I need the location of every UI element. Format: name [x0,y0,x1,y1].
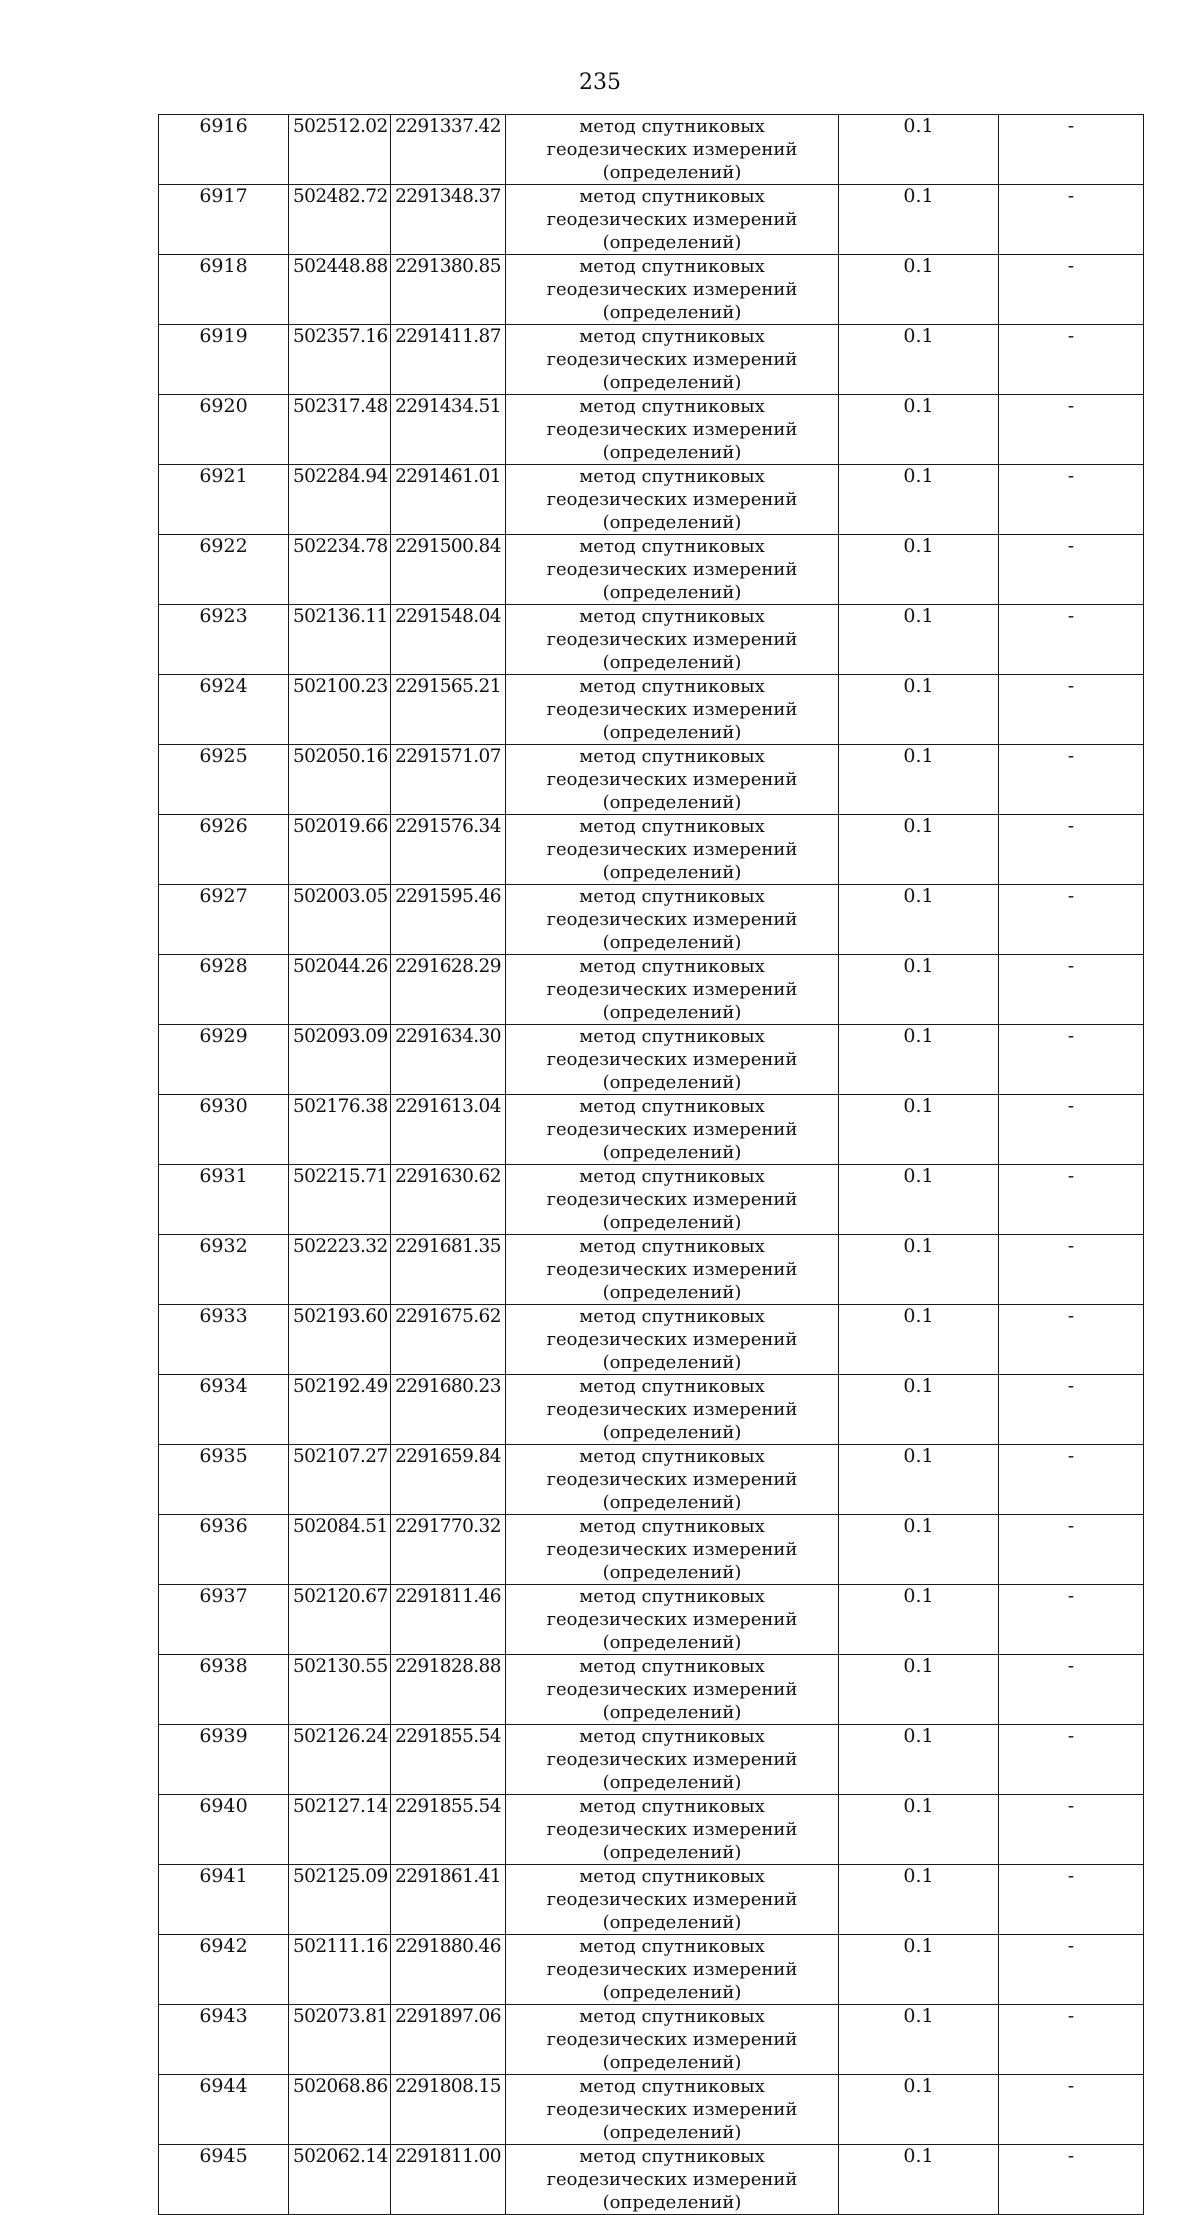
table-row [159,955,1144,1025]
table-row [159,745,1144,815]
table-row [159,1095,1144,1165]
coordinate-y-cell: 2291434.51 [391,395,506,465]
coordinate-x-cell: 502176.38 [289,1095,391,1165]
point-number-cell: 6921 [159,465,289,535]
coordinate-x-cell: 502093.09 [289,1025,391,1095]
description-cell: - [999,605,1144,675]
description-cell: - [999,185,1144,255]
accuracy-cell: 0.1 [839,815,999,885]
accuracy-cell: 0.1 [839,1305,999,1375]
coordinate-x-cell: 502073.81 [289,2005,391,2075]
coordinate-x-cell: 502284.94 [289,465,391,535]
description-cell: - [999,745,1144,815]
accuracy-cell: 0.1 [839,1725,999,1795]
point-number-cell: 6917 [159,185,289,255]
accuracy-cell: 0.1 [839,1865,999,1935]
table-row [159,1865,1144,1935]
accuracy-cell: 0.1 [839,325,999,395]
accuracy-cell: 0.1 [839,1795,999,1865]
point-number-cell: 6919 [159,325,289,395]
point-number-cell: 6936 [159,1515,289,1585]
table-row [159,1725,1144,1795]
method-cell: метод спутниковых геодезических измерений (определений) [506,185,839,255]
coordinate-x-cell: 502003.05 [289,885,391,955]
description-cell: - [999,1935,1144,2005]
method-cell: метод спутниковых геодезических измерений (определений) [506,1935,839,2005]
point-number-cell: 6928 [159,955,289,1025]
coordinate-y-cell: 2291348.37 [391,185,506,255]
description-cell: - [999,1305,1144,1375]
accuracy-cell: 0.1 [839,1445,999,1515]
coordinate-y-cell: 2291770.32 [391,1515,506,1585]
method-cell: метод спутниковых геодезических измерений (определений) [506,2075,839,2145]
table-row [159,1935,1144,2005]
coordinate-x-cell: 502126.24 [289,1725,391,1795]
table-row [159,185,1144,255]
coordinate-x-cell: 502127.14 [289,1795,391,1865]
accuracy-cell: 0.1 [839,1375,999,1445]
coordinate-x-cell: 502357.16 [289,325,391,395]
coordinate-y-cell: 2291634.30 [391,1025,506,1095]
table-row [159,2145,1144,2215]
description-cell: - [999,535,1144,605]
point-number-cell: 6918 [159,255,289,325]
accuracy-cell: 0.1 [839,2005,999,2075]
description-cell: - [999,1795,1144,1865]
point-number-cell: 6939 [159,1725,289,1795]
point-number-cell: 6938 [159,1655,289,1725]
table-row [159,675,1144,745]
table-row [159,1445,1144,1515]
point-number-cell: 6931 [159,1165,289,1235]
coordinate-y-cell: 2291565.21 [391,675,506,745]
coordinate-y-cell: 2291828.88 [391,1655,506,1725]
method-cell: метод спутниковых геодезических измерений (определений) [506,1795,839,1865]
table-row [159,2075,1144,2145]
coordinate-x-cell: 502125.09 [289,1865,391,1935]
coordinate-y-cell: 2291675.62 [391,1305,506,1375]
table-row [159,1795,1144,1865]
table-row [159,885,1144,955]
coordinate-y-cell: 2291337.42 [391,115,506,185]
method-cell: метод спутниковых геодезических измерений (определений) [506,1305,839,1375]
coordinate-y-cell: 2291571.07 [391,745,506,815]
coordinate-y-cell: 2291500.84 [391,535,506,605]
coordinate-x-cell: 502136.11 [289,605,391,675]
accuracy-cell: 0.1 [839,255,999,325]
coordinate-y-cell: 2291548.04 [391,605,506,675]
accuracy-cell: 0.1 [839,1515,999,1585]
coordinate-y-cell: 2291659.84 [391,1445,506,1515]
method-cell: метод спутниковых геодезических измерений (определений) [506,815,839,885]
description-cell: - [999,1865,1144,1935]
coordinate-y-cell: 2291628.29 [391,955,506,1025]
accuracy-cell: 0.1 [839,395,999,465]
coordinate-x-cell: 502130.55 [289,1655,391,1725]
coordinate-x-cell: 502234.78 [289,535,391,605]
point-number-cell: 6924 [159,675,289,745]
table-row [159,1235,1144,1305]
method-cell: метод спутниковых геодезических измерений (определений) [506,465,839,535]
coordinate-x-cell: 502192.49 [289,1375,391,1445]
method-cell: метод спутниковых геодезических измерений (определений) [506,395,839,465]
coordinate-x-cell: 502019.66 [289,815,391,885]
table-row [159,395,1144,465]
point-number-cell: 6937 [159,1585,289,1655]
method-cell: метод спутниковых геодезических измерений (определений) [506,255,839,325]
coordinate-y-cell: 2291680.23 [391,1375,506,1445]
accuracy-cell: 0.1 [839,185,999,255]
description-cell: - [999,1095,1144,1165]
method-cell: метод спутниковых геодезических измерений (определений) [506,1375,839,1445]
method-cell: метод спутниковых геодезических измерений (определений) [506,115,839,185]
method-cell: метод спутниковых геодезических измерений (определений) [506,2005,839,2075]
table-row [159,1165,1144,1235]
description-cell: - [999,1025,1144,1095]
point-number-cell: 6942 [159,1935,289,2005]
coordinate-x-cell: 502448.88 [289,255,391,325]
accuracy-cell: 0.1 [839,2075,999,2145]
method-cell: метод спутниковых геодезических измерений (определений) [506,1725,839,1795]
method-cell: метод спутниковых геодезических измерений (определений) [506,1655,839,1725]
coordinate-x-cell: 502100.23 [289,675,391,745]
accuracy-cell: 0.1 [839,1655,999,1725]
coordinate-y-cell: 2291576.34 [391,815,506,885]
accuracy-cell: 0.1 [839,955,999,1025]
table-row [159,1515,1144,1585]
coordinate-y-cell: 2291880.46 [391,1935,506,2005]
coordinates-table [158,114,1144,2215]
table-row [159,815,1144,885]
coordinate-x-cell: 502215.71 [289,1165,391,1235]
coordinate-x-cell: 502111.16 [289,1935,391,2005]
description-cell: - [999,1725,1144,1795]
description-cell: - [999,2005,1144,2075]
description-cell: - [999,1165,1144,1235]
accuracy-cell: 0.1 [839,1165,999,1235]
coordinate-y-cell: 2291681.35 [391,1235,506,1305]
page-number: 235 [579,70,621,95]
point-number-cell: 6932 [159,1235,289,1305]
accuracy-cell: 0.1 [839,115,999,185]
accuracy-cell: 0.1 [839,1585,999,1655]
method-cell: метод спутниковых геодезических измерений (определений) [506,325,839,395]
method-cell: метод спутниковых геодезических измерений (определений) [506,605,839,675]
point-number-cell: 6925 [159,745,289,815]
point-number-cell: 6944 [159,2075,289,2145]
table-row [159,1375,1144,1445]
table-row [159,535,1144,605]
table-row [159,1305,1144,1375]
coordinate-x-cell: 502068.86 [289,2075,391,2145]
description-cell: - [999,955,1144,1025]
description-cell: - [999,1585,1144,1655]
coordinate-x-cell: 502193.60 [289,1305,391,1375]
coordinate-y-cell: 2291630.62 [391,1165,506,1235]
accuracy-cell: 0.1 [839,885,999,955]
method-cell: метод спутниковых геодезических измерений (определений) [506,1235,839,1305]
accuracy-cell: 0.1 [839,745,999,815]
point-number-cell: 6945 [159,2145,289,2215]
description-cell: - [999,255,1144,325]
description-cell: - [999,115,1144,185]
point-number-cell: 6929 [159,1025,289,1095]
point-number-cell: 6920 [159,395,289,465]
table-row [159,1655,1144,1725]
coordinate-y-cell: 2291613.04 [391,1095,506,1165]
point-number-cell: 6935 [159,1445,289,1515]
description-cell: - [999,395,1144,465]
method-cell: метод спутниковых геодезических измерений (определений) [506,1165,839,1235]
description-cell: - [999,815,1144,885]
coordinate-y-cell: 2291855.54 [391,1795,506,1865]
coordinate-x-cell: 502084.51 [289,1515,391,1585]
table-body [159,115,1144,2215]
coordinate-y-cell: 2291897.06 [391,2005,506,2075]
method-cell: метод спутниковых геодезических измерений (определений) [506,1025,839,1095]
method-cell: метод спутниковых геодезических измерений (определений) [506,2145,839,2215]
coordinate-x-cell: 502107.27 [289,1445,391,1515]
table-row [159,605,1144,675]
accuracy-cell: 0.1 [839,535,999,605]
point-number-cell: 6934 [159,1375,289,1445]
method-cell: метод спутниковых геодезических измерений (определений) [506,675,839,745]
table-row [159,465,1144,535]
table-row [159,2005,1144,2075]
coordinate-x-cell: 502050.16 [289,745,391,815]
table-row [159,115,1144,185]
method-cell: метод спутниковых геодезических измерений (определений) [506,1865,839,1935]
point-number-cell: 6930 [159,1095,289,1165]
coordinate-y-cell: 2291380.85 [391,255,506,325]
coordinate-y-cell: 2291861.41 [391,1865,506,1935]
description-cell: - [999,325,1144,395]
method-cell: метод спутниковых геодезических измерений (определений) [506,1445,839,1515]
method-cell: метод спутниковых геодезических измерений (определений) [506,535,839,605]
description-cell: - [999,1235,1144,1305]
table-row [159,325,1144,395]
point-number-cell: 6943 [159,2005,289,2075]
description-cell: - [999,1515,1144,1585]
method-cell: метод спутниковых геодезических измерений (определений) [506,1585,839,1655]
point-number-cell: 6941 [159,1865,289,1935]
table-row [159,1585,1144,1655]
coordinate-x-cell: 502223.32 [289,1235,391,1305]
description-cell: - [999,1445,1144,1515]
method-cell: метод спутниковых геодезических измерений (определений) [506,885,839,955]
accuracy-cell: 0.1 [839,1235,999,1305]
coordinate-y-cell: 2291855.54 [391,1725,506,1795]
coordinate-x-cell: 502120.67 [289,1585,391,1655]
coordinate-y-cell: 2291811.00 [391,2145,506,2215]
description-cell: - [999,465,1144,535]
coordinate-x-cell: 502317.48 [289,395,391,465]
point-number-cell: 6940 [159,1795,289,1865]
description-cell: - [999,2145,1144,2215]
coordinate-x-cell: 502512.02 [289,115,391,185]
coordinate-x-cell: 502062.14 [289,2145,391,2215]
accuracy-cell: 0.1 [839,675,999,745]
method-cell: метод спутниковых геодезических измерений (определений) [506,955,839,1025]
description-cell: - [999,885,1144,955]
accuracy-cell: 0.1 [839,1095,999,1165]
accuracy-cell: 0.1 [839,465,999,535]
point-number-cell: 6926 [159,815,289,885]
coordinate-y-cell: 2291595.46 [391,885,506,955]
description-cell: - [999,1655,1144,1725]
point-number-cell: 6916 [159,115,289,185]
point-number-cell: 6922 [159,535,289,605]
description-cell: - [999,1375,1144,1445]
description-cell: - [999,675,1144,745]
accuracy-cell: 0.1 [839,1025,999,1095]
coordinate-x-cell: 502482.72 [289,185,391,255]
accuracy-cell: 0.1 [839,1935,999,2005]
coordinate-y-cell: 2291808.15 [391,2075,506,2145]
accuracy-cell: 0.1 [839,2145,999,2215]
point-number-cell: 6927 [159,885,289,955]
coordinate-y-cell: 2291411.87 [391,325,506,395]
method-cell: метод спутниковых геодезических измерений (определений) [506,1095,839,1165]
table-row [159,255,1144,325]
point-number-cell: 6933 [159,1305,289,1375]
point-number-cell: 6923 [159,605,289,675]
accuracy-cell: 0.1 [839,605,999,675]
description-cell: - [999,2075,1144,2145]
coordinate-x-cell: 502044.26 [289,955,391,1025]
method-cell: метод спутниковых геодезических измерений (определений) [506,745,839,815]
coordinate-y-cell: 2291461.01 [391,465,506,535]
coordinate-y-cell: 2291811.46 [391,1585,506,1655]
method-cell: метод спутниковых геодезических измерений (определений) [506,1515,839,1585]
table-row [159,1025,1144,1095]
